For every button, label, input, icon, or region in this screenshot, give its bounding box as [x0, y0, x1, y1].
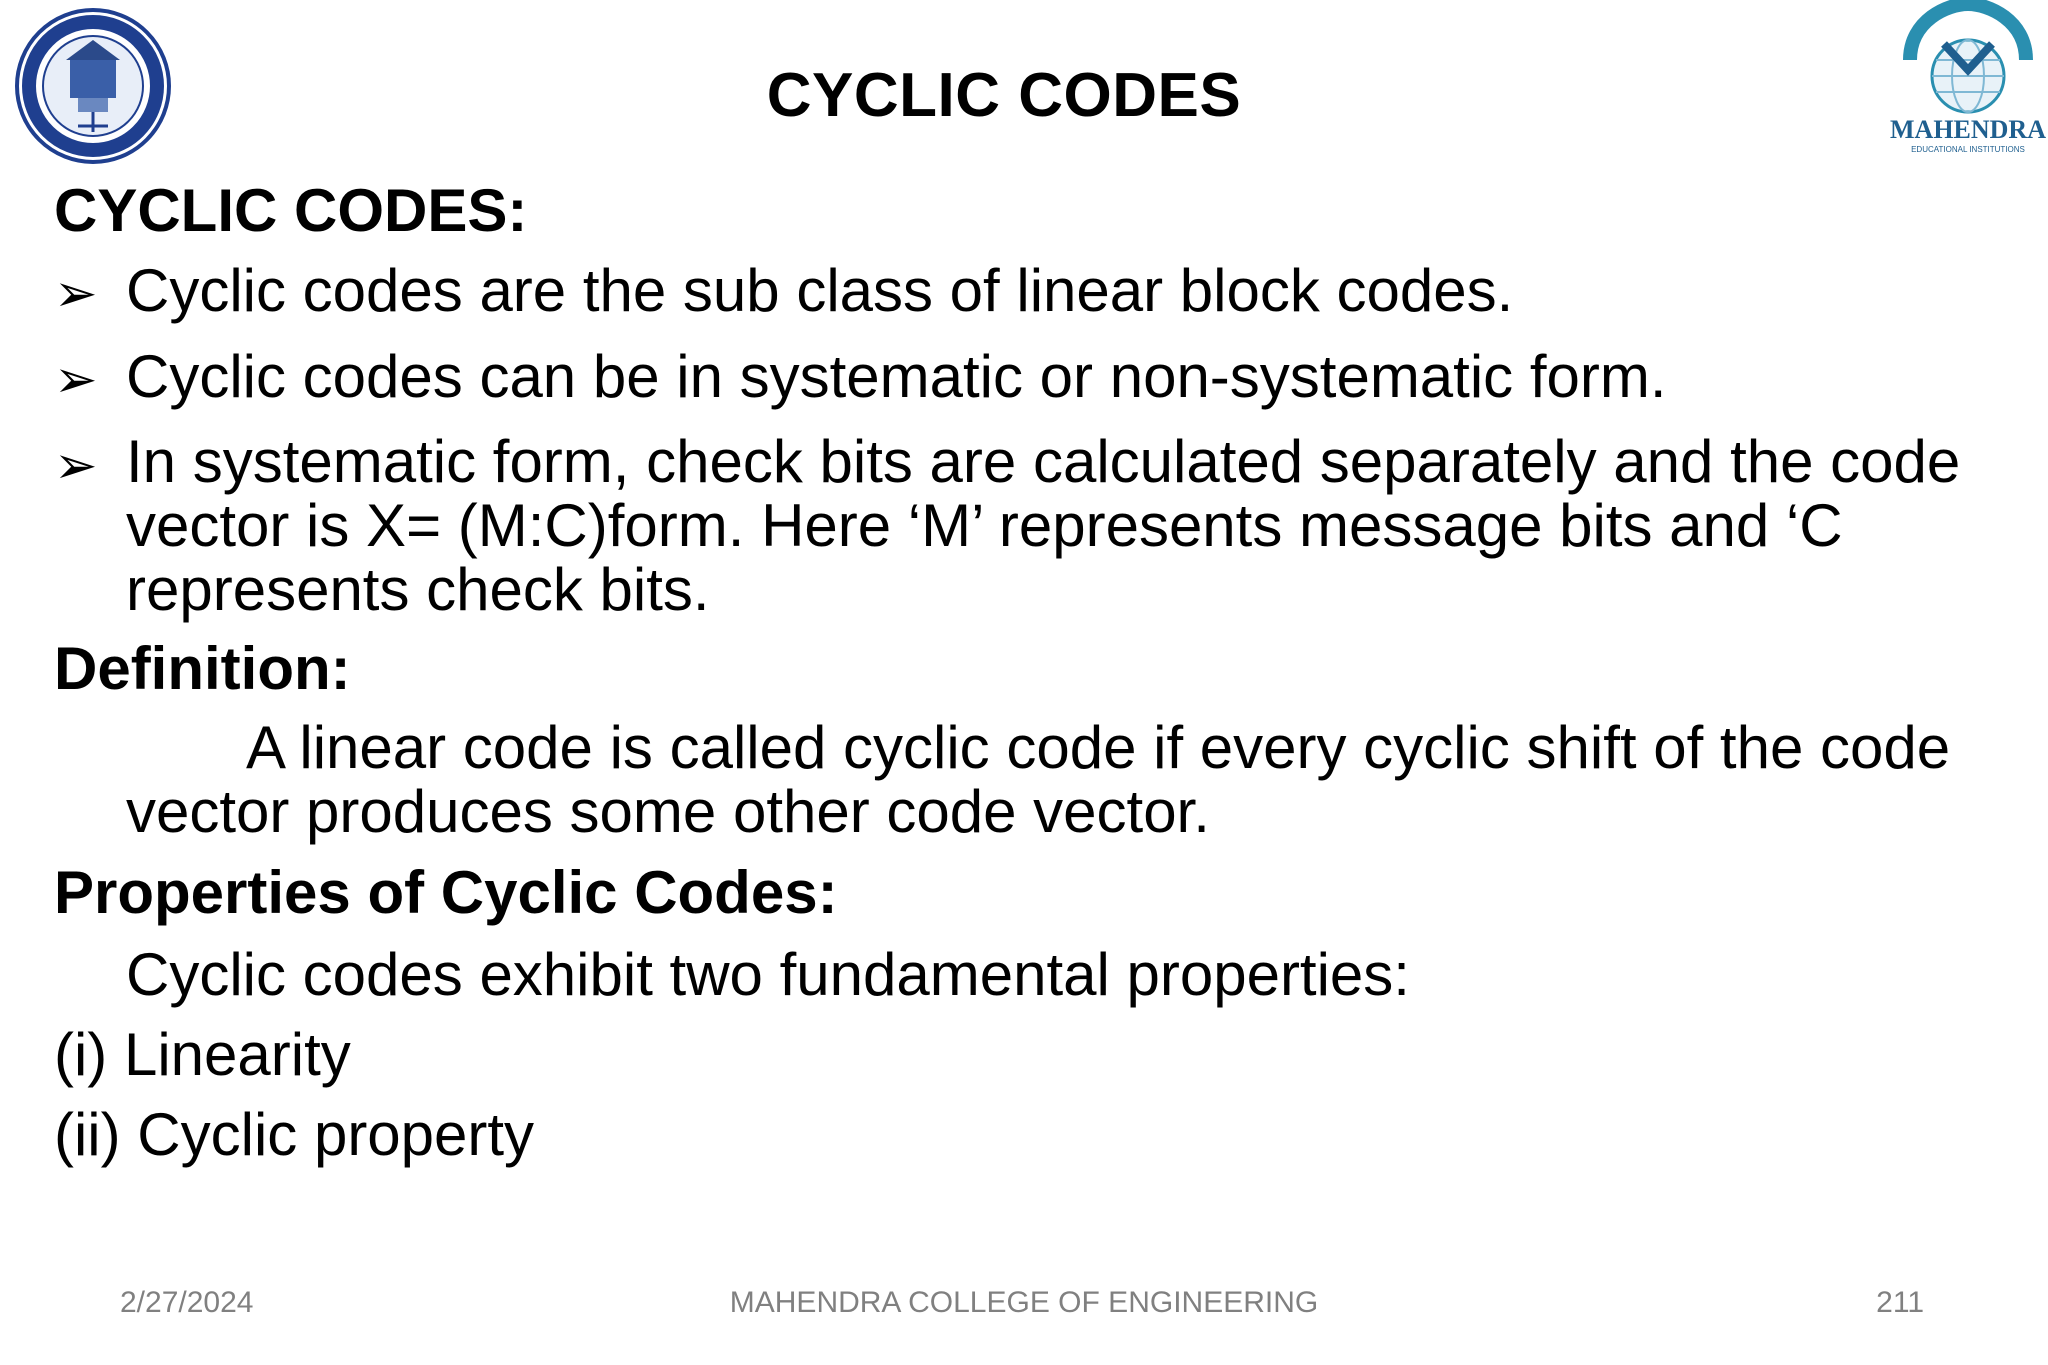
slide-title: CYCLIC CODES [766, 61, 1242, 130]
footer-organization: MAHENDRA COLLEGE OF ENGINEERING [729, 1286, 1319, 1319]
definition-text: A linear code is called cyclic code if every cyclic shift of the code vector produces some other code vector. [126, 714, 1951, 845]
footer-date: 2/27/2024 [120, 1286, 254, 1319]
property-item: (i) Linearity [54, 1021, 351, 1088]
definition-heading: Definition: [54, 635, 351, 702]
properties-heading: Properties of Cyclic Codes: [54, 859, 838, 926]
arrowhead-bullet-icon: ➢ [54, 351, 98, 409]
bullet-item [54, 258, 2014, 330]
logo-subtext: EDUCATIONAL INSTITUTIONS [1911, 145, 2025, 154]
bullet-item [54, 344, 2014, 416]
bullet-item [54, 430, 2014, 622]
property-item: (ii) Cyclic property [54, 1101, 535, 1168]
footer-page-number: 211 [1876, 1286, 1924, 1319]
arrowhead-bullet-icon: ➢ [54, 437, 98, 495]
bullet-text: Cyclic codes can be in systematic or non-systematic form. [126, 343, 1667, 410]
properties-intro: Cyclic codes exhibit two fundamental properties: [126, 941, 1410, 1008]
slide-body [54, 178, 2014, 1168]
section-heading-cyclic-codes: CYCLIC CODES: [54, 177, 528, 244]
logo-wordmark: MAHENDRA [1890, 115, 2046, 144]
bullet-text: In systematic form, check bits are calculated separately and the code vector is X= (M:C)form. Here ‘M’ represents message bits and ‘C represents check bits. [126, 428, 1961, 623]
arrowhead-bullet-icon: ➢ [54, 265, 98, 323]
bullet-text: Cyclic codes are the sub class of linear block codes. [126, 257, 1514, 324]
